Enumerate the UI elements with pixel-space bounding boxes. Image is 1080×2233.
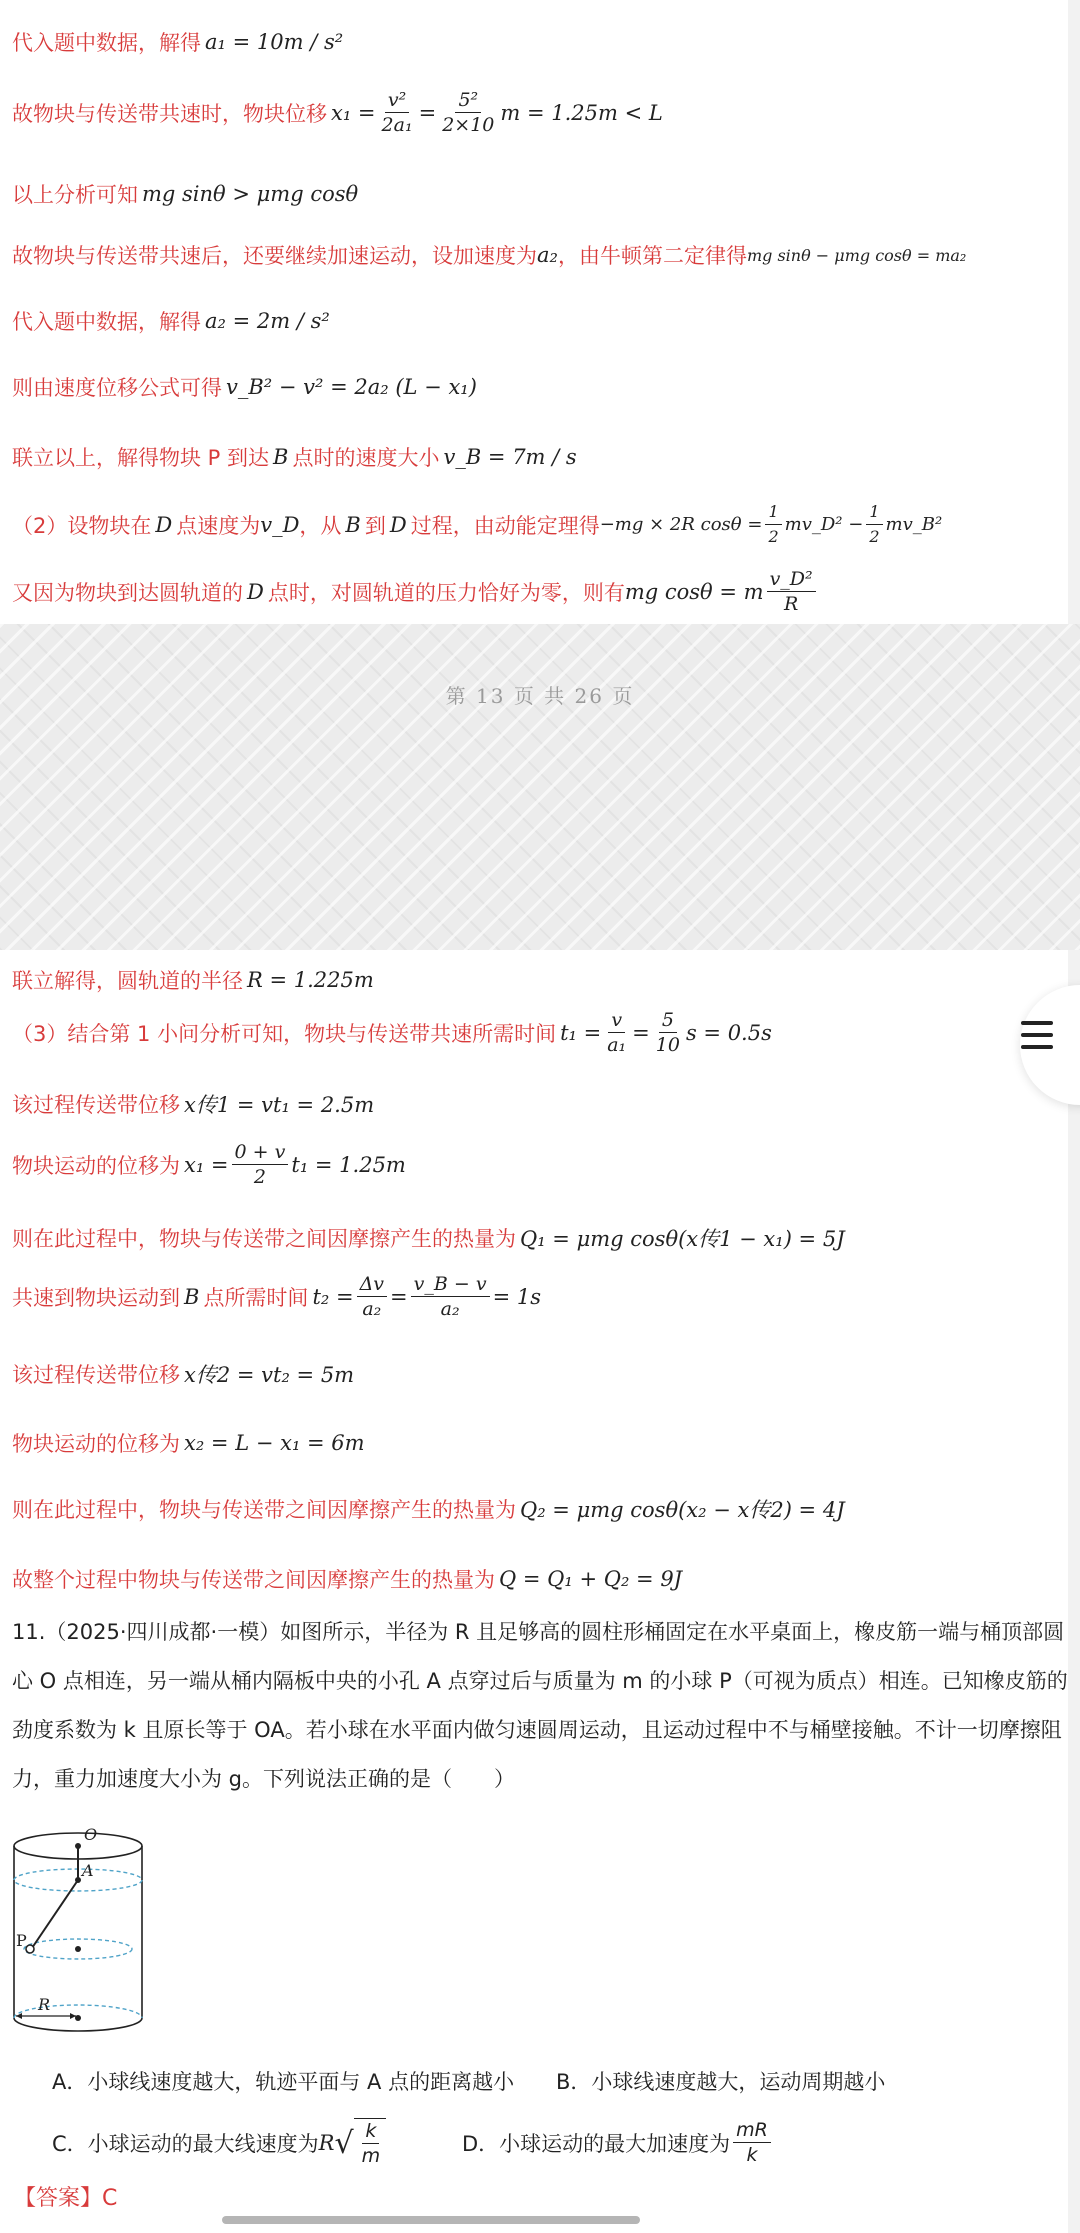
formula: D	[247, 579, 264, 604]
denominator: 2	[768, 527, 779, 546]
formula: R	[318, 2131, 335, 2155]
solution-text: 又因为物块到达圆轨道的	[12, 580, 243, 605]
formula: a₂	[537, 243, 558, 267]
solution-text: 到	[364, 513, 386, 538]
formula: = 1s	[492, 1284, 542, 1309]
fraction	[765, 500, 781, 549]
formula: s = 0.5s	[685, 1020, 772, 1045]
point-a	[75, 1877, 81, 1883]
option-c-text: C．小球运动的最大线速度为	[52, 2132, 319, 2156]
formula: D	[389, 512, 407, 537]
cylinder-figure	[8, 1826, 148, 2036]
menu-icon	[1021, 1021, 1053, 1025]
numerator: mR	[733, 2118, 771, 2143]
numerator: 5	[659, 1008, 677, 1033]
solution-line	[12, 1359, 354, 1389]
numerator: k	[362, 2119, 379, 2144]
solution-text: 联立解得，圆轨道的半径	[12, 969, 243, 993]
numerator: v_B − v	[411, 1272, 490, 1297]
formula: mg cosθ = m	[624, 579, 764, 604]
solution-text: 点时的速度大小	[292, 446, 440, 470]
formula: x₁ =	[331, 100, 376, 125]
solution-text: ，从	[299, 513, 342, 538]
solution-text: 则在此过程中，物块与传送带之间因摩擦产生的热量为	[12, 1498, 516, 1522]
solution-text: 故物块与传送带共速时，物块位移	[12, 101, 327, 126]
solution-line	[12, 1564, 682, 1594]
denominator: 2a₁	[381, 114, 413, 136]
home-indicator[interactable]	[222, 2216, 640, 2224]
solution-text: 故物块与传送带共速后，还要继续加速运动，设加速度为	[12, 244, 537, 268]
formula: t₁ = 1.25m	[291, 1152, 406, 1177]
fraction	[767, 567, 816, 616]
formula: x传2 = vt₂ = 5m	[184, 1363, 355, 1387]
numerator: 5²	[455, 88, 481, 113]
solution-text: 过程，由动能定理得	[410, 513, 600, 538]
denominator: 2	[869, 527, 880, 546]
formula: =	[632, 1020, 650, 1045]
point-o	[75, 1843, 81, 1849]
denominator: a₂	[362, 1298, 382, 1320]
solution-text: 则在此过程中，物块与传送带之间因摩擦产生的热量为	[12, 1227, 516, 1251]
fraction	[866, 500, 882, 549]
formula: m = 1.25m < L	[500, 100, 663, 125]
fraction	[232, 1140, 289, 1189]
formula: a₁ = 10m / s²	[205, 30, 344, 54]
solution-text: 点时，对圆轨道的压力恰好为零，则有	[267, 580, 625, 605]
fraction	[379, 88, 416, 137]
solution-line	[12, 1223, 845, 1253]
solution-text: 代入题中数据，解得	[12, 31, 201, 55]
solution-line	[12, 179, 358, 209]
fraction	[411, 1272, 490, 1321]
solution-line	[12, 1140, 406, 1189]
fraction	[604, 1008, 629, 1057]
denominator: 10	[655, 1034, 680, 1056]
fraction	[653, 1008, 683, 1057]
formula: mv_D² −	[784, 514, 864, 535]
solution-line	[12, 88, 663, 137]
page-break-background	[0, 624, 1080, 950]
solution-text: 点所需时间	[203, 1285, 309, 1310]
solution-text: 共速到物块运动到	[12, 1285, 180, 1310]
solution-line	[12, 1089, 374, 1119]
fraction	[733, 2118, 771, 2167]
solution-line	[12, 1272, 541, 1321]
solution-text: ，由牛顿第二定律得	[557, 244, 747, 268]
formula: B	[184, 1284, 200, 1309]
formula: mv_B²	[885, 514, 943, 535]
denominator: a₂	[440, 1298, 460, 1320]
option-b: B．小球线速度越大，运动周期越小	[556, 2070, 886, 2094]
fraction	[357, 1272, 387, 1321]
option-d-text: D．小球运动的最大加速度为	[462, 2131, 731, 2156]
formula: a₂ = 2m / s²	[205, 309, 330, 333]
denominator: a₁	[607, 1034, 627, 1056]
formula: v_D	[260, 512, 300, 537]
sqrt-radicand	[354, 2118, 387, 2168]
solution-line	[12, 240, 966, 270]
arrow-head-left	[16, 2013, 22, 2019]
formula: −mg × 2R cosθ =	[599, 514, 763, 535]
solution-text: （3）结合第 1 小问分析可知，物块与传送带共速所需时间	[12, 1021, 557, 1046]
formula: x₁ =	[184, 1152, 229, 1177]
sqrt-icon: √	[334, 2125, 354, 2161]
solution-line	[12, 306, 330, 336]
numerator: Δv	[357, 1272, 387, 1297]
formula: B	[273, 445, 289, 469]
sqrt	[334, 2118, 386, 2168]
formula: D	[155, 512, 173, 537]
solution-text: 点速度为	[176, 513, 261, 538]
numerator: 1	[765, 500, 781, 525]
formula: Q = Q₁ + Q₂ = 9J	[499, 1567, 683, 1591]
denominator: 2×10	[442, 114, 495, 136]
option-a: A．小球线速度越大，轨迹平面与 A 点的距离越小	[52, 2070, 515, 2094]
formula: R = 1.225m	[247, 968, 374, 992]
solution-text: 该过程传送带位移	[12, 1363, 180, 1387]
formula: t₁ =	[560, 1020, 602, 1045]
label-r: R	[38, 1995, 51, 2014]
solution-text: 则由速度位移公式可得	[12, 376, 222, 400]
formula: v_B² − v² = 2a₂ (L − x₁)	[226, 375, 477, 399]
solution-line	[12, 1008, 772, 1057]
formula: B	[345, 512, 361, 537]
formula: v_B = 7m / s	[443, 445, 577, 469]
fraction	[439, 88, 497, 137]
solution-text: 故整个过程中物块与传送带之间因摩擦产生的热量为	[12, 1568, 495, 1592]
numerator: v²	[385, 88, 409, 113]
solution-text: 物块运动的位移为	[12, 1153, 180, 1178]
formula: =	[390, 1284, 408, 1309]
denominator: k	[746, 2144, 758, 2166]
orbit-center	[75, 1946, 81, 1952]
numerator: 0 + v	[232, 1140, 289, 1165]
solution-line	[12, 1494, 845, 1524]
solution-line	[12, 965, 374, 995]
solution-line	[12, 1428, 365, 1458]
formula: Q₁ = μmg cosθ(x传1 − x₁) = 5J	[520, 1227, 845, 1251]
formula: mg sinθ − μmg cosθ = ma₂	[746, 245, 967, 265]
solution-text: 代入题中数据，解得	[12, 310, 201, 334]
numerator: 1	[866, 500, 882, 525]
formula: t₂ =	[312, 1284, 354, 1309]
solution-line	[12, 567, 819, 616]
menu-icon	[1021, 1033, 1053, 1037]
solution-line	[12, 442, 577, 472]
formula: x传1 = vt₁ = 2.5m	[184, 1093, 375, 1117]
label-a: A	[82, 1861, 94, 1880]
solution-text: 物块运动的位移为	[12, 1432, 180, 1456]
ball-p	[26, 1945, 34, 1953]
numerator: v	[608, 1008, 625, 1033]
rubber-band-lower	[32, 1880, 78, 1948]
solution-line	[12, 372, 477, 402]
denominator: R	[783, 593, 799, 615]
formula: =	[418, 100, 437, 125]
answer-label: 【答案】C	[14, 2186, 118, 2211]
denominator: m	[361, 2145, 381, 2167]
solution-line	[12, 500, 942, 549]
solution-text: 联立以上，解得物块 P 到达	[12, 446, 270, 470]
formula: mg sinθ > μmg cosθ	[142, 182, 359, 206]
solution-text: 该过程传送带位移	[12, 1093, 180, 1117]
label-p: P	[16, 1931, 27, 1950]
fraction	[359, 2119, 384, 2168]
menu-icon	[1021, 1045, 1053, 1049]
solution-text: （2）设物块在	[12, 513, 152, 538]
label-o: O	[84, 1826, 98, 1844]
option-d	[462, 2118, 774, 2167]
solution-text: 以上分析可知	[12, 183, 138, 207]
formula: Q₂ = μmg cosθ(x₂ − x传2) = 4J	[520, 1498, 845, 1522]
numerator: v_D²	[767, 567, 816, 592]
formula: x₂ = L − x₁ = 6m	[184, 1431, 365, 1455]
question-text: 11.（2025·四川成都·一模）如图所示，半径为 R 且足够高的圆柱形桶固定在水平桌面上，橡皮筋一端与桶顶部圆心 O 点相连，另一端从桶内隔板中央的小孔 A 点穿过后与质量为 m 的小球 P（可视为质点）相连。已知橡皮筋的劲度系数为 k 且原长等于 OA。若小球在水平面内做匀速圆周运动，且运动过程中不与桶壁接触。不计一切摩擦阻力，重力加速度大小为 g。下列说法正确的是（ ）	[12, 1620, 1068, 1791]
option-c	[52, 2118, 386, 2168]
page-number: 第 13 页 共 26 页	[445, 684, 635, 708]
solution-line	[12, 27, 343, 57]
denominator: 2	[253, 1166, 266, 1188]
